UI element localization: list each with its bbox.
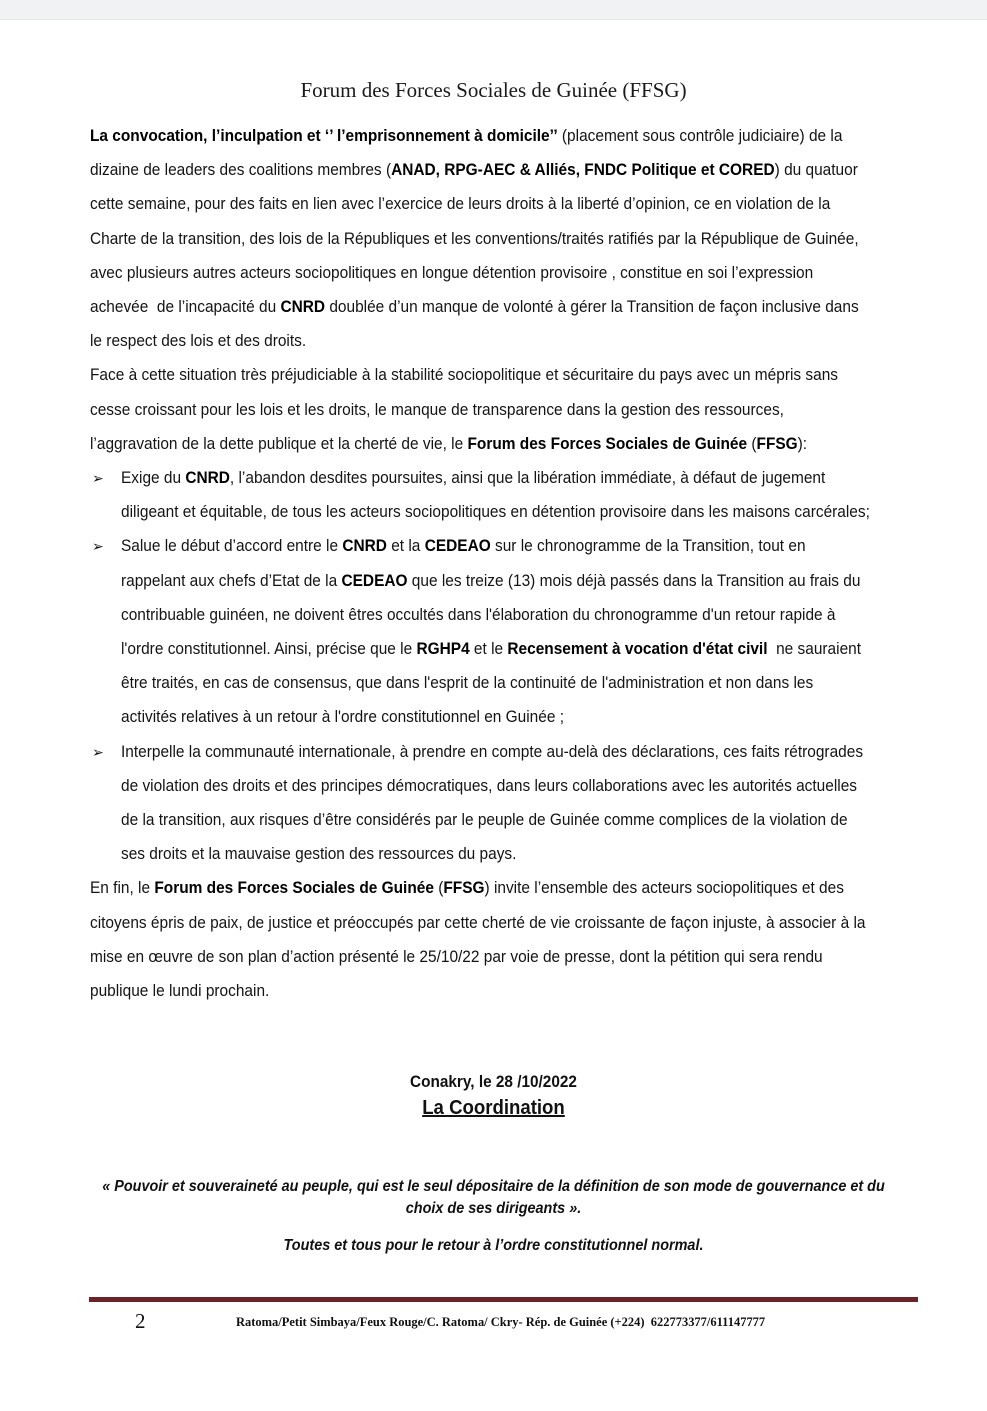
paragraph-2-line bbox=[90, 434, 807, 454]
paragraph-1-line bbox=[90, 229, 859, 249]
text: publique le lundi prochain. bbox=[90, 981, 270, 1000]
text: ) du quatuor bbox=[774, 160, 858, 180]
bold-text: CEDEAO bbox=[341, 570, 408, 590]
text: doublée d’un manque de volonté à gérer la Transition de façon inclusive dans bbox=[325, 297, 859, 316]
text: Salue le début d’accord entre le bbox=[121, 536, 343, 556]
paragraph-1-line bbox=[90, 263, 813, 283]
paragraph-2-line bbox=[90, 365, 838, 385]
bold-text: Forum des Forces Sociales de Guinée bbox=[467, 433, 748, 453]
text: ) invite l’ensemble des acteurs sociopolitiques et des bbox=[484, 878, 844, 898]
bold-text: CNRD bbox=[185, 468, 230, 487]
bullet-2-line bbox=[121, 571, 860, 591]
text: sur le chronogramme de la Transition, tout en bbox=[490, 536, 806, 556]
bullet-3-line bbox=[121, 844, 516, 864]
text: de la transition, aux risques d’être considérés par le peuple de Guinée comme complices de la violation de bbox=[121, 810, 848, 829]
bullet-1-line bbox=[121, 468, 825, 488]
signature-place-date: Conakry, le 28 /10/2022 bbox=[410, 1073, 577, 1091]
viewer-top-bar bbox=[0, 0, 987, 20]
text: être traités, en cas de consensus, que dans l'esprit de la continuité de l'administration et non dans les bbox=[121, 673, 814, 693]
text: dizaine de leaders des coalitions membres ( bbox=[90, 160, 392, 180]
arrow-bullet-icon: ➢ bbox=[92, 538, 104, 555]
text: mise en œuvre de son plan d’action présenté le 25/10/22 par voie de presse, dont la pétition qui sera rendu bbox=[90, 946, 823, 966]
bullet-2-line bbox=[121, 639, 861, 659]
text: (placement sous contrôle judiciaire) de la bbox=[557, 126, 843, 145]
bold-text: ANAD, RPG-AEC & Alliés, FNDC Politique et CORED bbox=[391, 160, 775, 180]
bullet-3-line bbox=[121, 810, 848, 830]
bullet-2-line bbox=[121, 673, 813, 693]
bold-text: CNRD bbox=[342, 536, 387, 556]
bullet-1-line bbox=[121, 502, 870, 522]
text: cette semaine, pour des faits en lien avec l’exercice de leurs droits à la liberté d’opinion, ce en violation de la bbox=[90, 194, 831, 214]
text: de violation des droits et des principes démocratiques, dans leurs collaborations avec les autorités actuelles bbox=[121, 775, 858, 795]
text: ses droits et la mauvaise gestion des ressources du pays. bbox=[121, 844, 517, 864]
text: Exige du bbox=[121, 468, 186, 487]
bold-text: FFSG bbox=[443, 878, 485, 898]
text: Interpelle la communauté internationale, à prendre en compte au-delà des déclarations, ces faits rétrogrades bbox=[121, 741, 864, 761]
page-number: 2 bbox=[135, 1309, 146, 1333]
closing-paragraph-line bbox=[90, 913, 865, 933]
text: contribuable guinéen, ne doivent êtres occultés dans l'élaboration du chronogramme d'un retour rapide à bbox=[121, 604, 836, 624]
arrow-bullet-icon: ➢ bbox=[92, 743, 104, 760]
paragraph-1-line bbox=[90, 194, 830, 214]
text: et le bbox=[469, 639, 508, 658]
bold-text: CNRD bbox=[280, 297, 326, 316]
text: l’aggravation de la dette publique et la cherté de vie, le bbox=[90, 433, 468, 453]
footer-rule bbox=[89, 1297, 918, 1302]
bold-text: La convocation, l’inculpation et ‘’ l’emprisonnement à domicile’’ bbox=[90, 126, 558, 145]
slogan: Toutes et tous pour le retour à l’ordre constitutionnel normal. bbox=[283, 1237, 704, 1254]
paragraph-1-line bbox=[90, 160, 858, 180]
text: Charte de la transition, des lois de la Républiques et les conventions/traités ratifiés par la République de Guinée, bbox=[90, 228, 859, 248]
text: rappelant aux chefs d’Etat de la bbox=[121, 570, 342, 590]
bold-text: RGHP4 bbox=[416, 639, 470, 658]
bold-text: Forum des Forces Sociales de Guinée bbox=[154, 878, 434, 898]
text: ): bbox=[797, 433, 808, 453]
bullet-2-line bbox=[121, 707, 564, 727]
document-header-title: Forum des Forces Sociales de Guinée (FFSG) bbox=[300, 78, 687, 102]
text: achevée de l’incapacité du bbox=[90, 297, 281, 316]
closing-paragraph-line bbox=[90, 947, 823, 967]
bullet-2-line bbox=[121, 536, 806, 556]
closing-paragraph-line bbox=[90, 878, 844, 898]
signature-organization: La Coordination bbox=[422, 1097, 565, 1119]
text: que les treize (13) mois déjà passés dans la Transition au frais du bbox=[407, 570, 861, 590]
paragraph-2-line bbox=[90, 400, 784, 420]
motto-line-2: choix de ses dirigeants ». bbox=[405, 1200, 582, 1217]
text: et la bbox=[386, 536, 425, 556]
text: activités relatives à un retour à l'ordre constitutionnel en Guinée ; bbox=[121, 707, 565, 727]
text: ne sauraient bbox=[767, 639, 862, 658]
bold-text: Recensement à vocation d'état civil bbox=[507, 639, 768, 658]
text: diligeant et équitable, de tous les acteurs sociopolitiques en détention provisoire dans les maisons carcérales; bbox=[121, 502, 870, 522]
text: l'ordre constitutionnel. Ainsi, précise que le bbox=[121, 639, 417, 658]
bullet-3-line bbox=[121, 742, 863, 762]
text: citoyens épris de paix, de justice et préoccupés par cette cherté de vie croissante de façon injuste, à associer à la bbox=[90, 912, 866, 932]
bold-text: CEDEAO bbox=[424, 536, 491, 556]
bold-text: FFSG bbox=[756, 433, 798, 453]
arrow-bullet-icon: ➢ bbox=[92, 470, 104, 486]
bullet-2-line bbox=[121, 605, 836, 625]
text: ( bbox=[747, 433, 757, 453]
text: , l’abandon desdites poursuites, ainsi que la libération immédiate, à défaut de jugement bbox=[229, 468, 826, 487]
footer-address: Ratoma/Petit Simbaya/Feux Rouge/C. Ratoma/ Ckry- Rép. de Guinée (+224) 622773377/611147777 bbox=[236, 1314, 766, 1329]
document-page bbox=[0, 20, 987, 1411]
paragraph-1-line bbox=[90, 126, 842, 146]
paragraph-1-line bbox=[90, 331, 306, 351]
text: En fin, le bbox=[90, 878, 155, 898]
paragraph-1-line bbox=[90, 297, 859, 317]
motto-line-1: « Pouvoir et souveraineté au peuple, qui est le seul dépositaire de la définition de son mode de gouvernance et du bbox=[102, 1178, 885, 1195]
closing-paragraph-line bbox=[90, 981, 269, 1001]
bullet-3-line bbox=[121, 776, 857, 796]
text: avec plusieurs autres acteurs sociopolitiques en longue détention provisoire , constitue en soi l’expression bbox=[90, 262, 814, 282]
text: le respect des lois et des droits. bbox=[90, 331, 307, 351]
text: Face à cette situation très préjudiciable à la stabilité sociopolitique et sécuritaire du pays avec un mépris sans bbox=[90, 365, 839, 385]
text: ( bbox=[433, 878, 444, 898]
text: cesse croissant pour les lois et les droits, le manque de transparence dans la gestion des ressources, bbox=[90, 399, 784, 419]
